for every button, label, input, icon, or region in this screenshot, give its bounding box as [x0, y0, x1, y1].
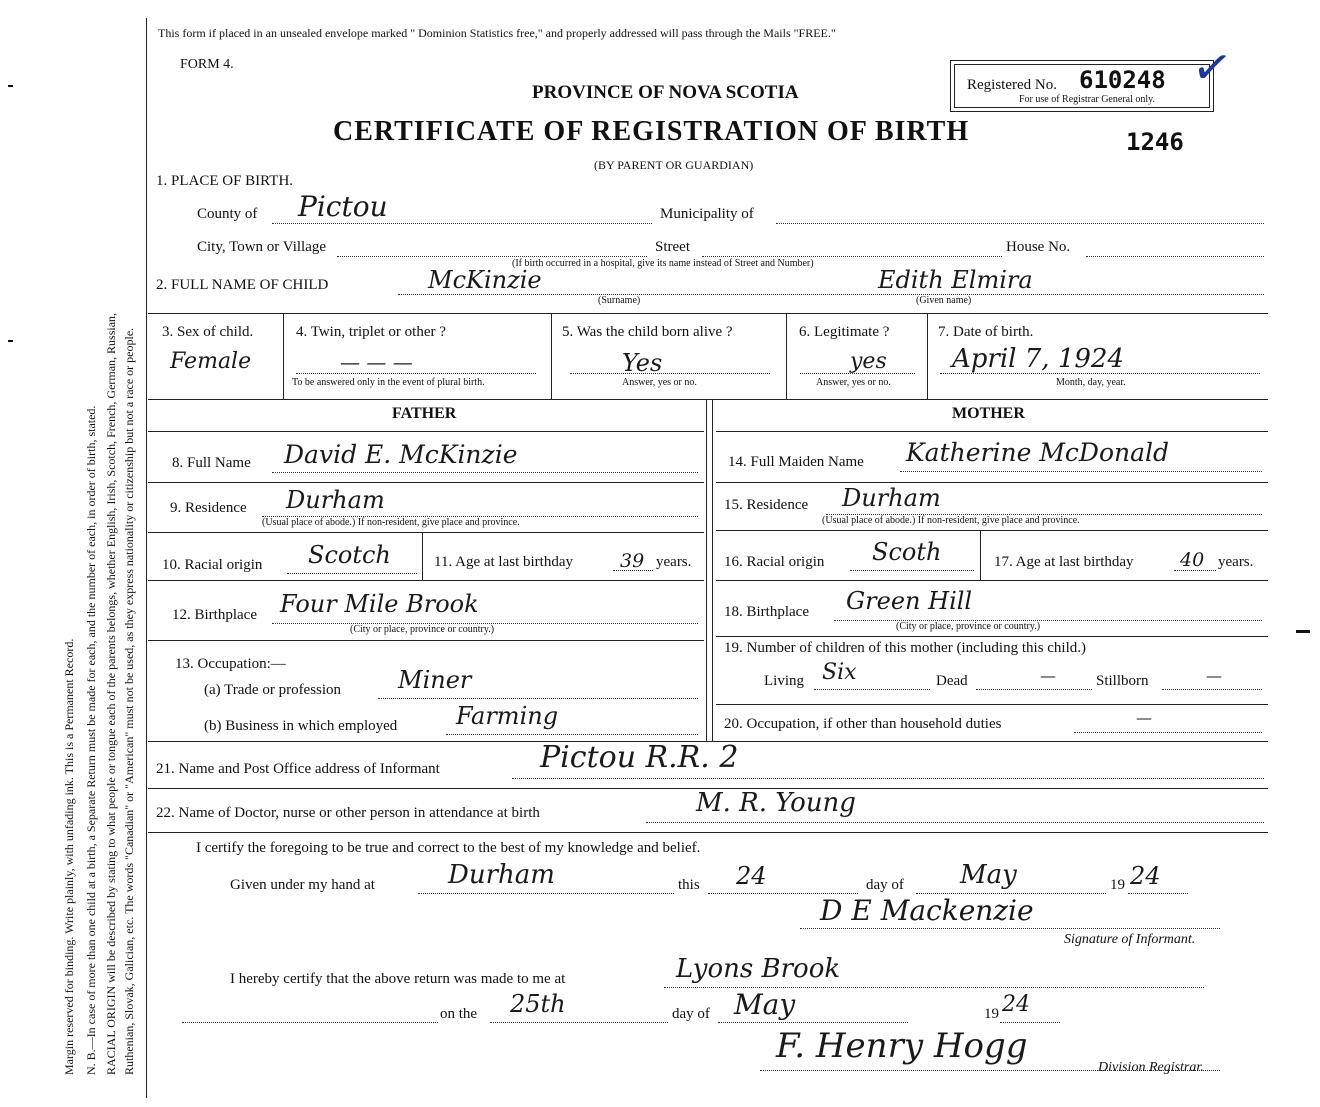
on-the-label: on the [440, 1006, 478, 1022]
given-place: Durham [448, 860, 555, 890]
legitimate-label: 6. Legitimate ? [799, 324, 890, 340]
given-name-caption: (Given name) [916, 295, 972, 306]
dayof-label: day of [866, 877, 904, 893]
mother-residence-note: (Usual place of abode.) If non-resident, give place and province. [822, 515, 1080, 526]
children-label: 19. Number of children of this mother (including this child.) [724, 640, 1087, 656]
form-number: FORM 4. [180, 57, 234, 72]
given-under-label: Given under my hand at [230, 877, 375, 893]
mother-birthplace-label: 18. Birthplace [724, 604, 809, 620]
registrar-dayof-label: day of [672, 1006, 710, 1022]
father-business: Farming [456, 702, 559, 730]
binding-mark [8, 340, 13, 342]
child-given-name: Edith Elmira [878, 266, 1033, 294]
form-left-border [146, 18, 147, 1098]
county-value: Pictou [298, 190, 388, 223]
registration-box [950, 60, 1214, 112]
dead-value: — [1040, 666, 1056, 685]
mother-occupation: — [1136, 708, 1152, 727]
margin-text-2: N. B.—In case of more than one child at a birth, a Separate Return must be made for each, and the number of each, in order of birth, stated. [84, 405, 98, 1075]
certify-year: 24 [1130, 862, 1161, 890]
registrar-note: For use of Registrar General only. [1019, 94, 1155, 105]
father-birthplace-label: 12. Birthplace [172, 607, 257, 623]
mother-age: 40 [1180, 549, 1205, 571]
child-surname: McKinzie [428, 266, 542, 294]
father-residence-label: 9. Residence [170, 500, 247, 516]
dead-label: Dead [936, 673, 968, 689]
father-residence: Durham [286, 486, 385, 514]
registrar-signature: F. Henry Hogg [776, 1026, 1028, 1066]
registrar-caption: Division Registrar. [1098, 1060, 1204, 1075]
province-heading: PROVINCE OF NOVA SCOTIA [532, 82, 799, 103]
this-label: this [678, 877, 700, 893]
informant-value: Pictou R.R. 2 [540, 740, 739, 775]
registrar-place: Lyons Brook [676, 954, 841, 984]
county-label: County of [197, 206, 258, 222]
mother-residence: Durham [842, 484, 941, 512]
mail-notice: This form if placed in an unsealed envelope marked " Dominion Statistics free," and properly addressed will pass through the Mails "FREE." [158, 26, 836, 40]
mother-name-label: 14. Full Maiden Name [728, 454, 864, 470]
twin-label: 4. Twin, triplet or other ? [296, 324, 446, 340]
check-mark-icon: ✓ [1188, 37, 1236, 99]
registered-label: Registered No. [967, 77, 1057, 93]
dob-note: Month, day, year. [1056, 377, 1126, 388]
street-label: Street [655, 239, 690, 255]
binding-mark [8, 85, 13, 87]
stamp-number: 1246 [1126, 128, 1184, 156]
registrar-line: I hereby certify that the above return was made to me at [230, 971, 566, 987]
father-heading: FATHER [392, 405, 457, 422]
alive-value: Yes [622, 349, 663, 377]
certificate-title: CERTIFICATE OF REGISTRATION OF BIRTH [333, 116, 970, 147]
mother-race-label: 16. Racial origin [724, 554, 825, 570]
mother-residence-label: 15. Residence [724, 497, 809, 513]
sex-label: 3. Sex of child. [162, 324, 254, 340]
doctor-value: M. R. Young [696, 788, 856, 818]
occupation-label: 13. Occupation:— [175, 656, 286, 672]
father-trade: Miner [398, 666, 472, 694]
father-residence-note: (Usual place of abode.) If non-resident, give place and province. [262, 517, 520, 528]
father-name: David E. McKinzie [284, 440, 518, 469]
stillborn-label: Stillborn [1096, 673, 1149, 689]
binding-mark [1296, 630, 1310, 633]
certificate-subtitle: (BY PARENT OR GUARDIAN) [594, 158, 754, 172]
living-label: Living [764, 673, 804, 689]
trade-label: (a) Trade or profession [204, 682, 342, 698]
registrar-year: 24 [1002, 992, 1030, 1017]
father-age-label: 11. Age at last birthday [434, 554, 573, 570]
certify-line: I certify the foregoing to be true and correct to the best of my knowledge and belief. [196, 840, 701, 856]
certify-year-prefix: 19 [1110, 877, 1125, 893]
business-label: (b) Business in which employed [204, 718, 398, 734]
certify-day: 24 [736, 862, 767, 890]
informant-signature-caption: Signature of Informant. [1064, 932, 1196, 947]
mother-race: Scoth [872, 538, 942, 566]
twin-note: To be answered only in the event of plural birth. [292, 377, 485, 388]
dob-value: April 7, 1924 [952, 344, 1124, 374]
dob-label: 7. Date of birth. [938, 324, 1034, 340]
doctor-label: 22. Name of Doctor, nurse or other person in attendance at birth [156, 805, 540, 821]
twin-value: — — — [340, 350, 413, 374]
informant-signature: D E Mackenzie [820, 894, 1034, 927]
registrar-month: May [734, 988, 796, 1021]
city-label: City, Town or Village [197, 239, 327, 255]
house-label: House No. [1006, 239, 1071, 255]
registered-number: 610248 [1079, 66, 1166, 94]
alive-label: 5. Was the child born alive ? [562, 324, 733, 340]
stillborn-value: — [1206, 666, 1222, 685]
mother-years: years. [1218, 554, 1254, 570]
mother-birthplace: Green Hill [846, 587, 973, 615]
margin-text-1: Margin reserved for binding. Write plainly, with unfading ink. This is a Permanent Record. [62, 638, 76, 1075]
father-name-label: 8. Full Name [172, 455, 251, 471]
surname-caption: (Surname) [598, 295, 641, 306]
mother-name: Katherine McDonald [906, 438, 1170, 467]
municipality-label: Municipality of [660, 206, 754, 222]
living-value: Six [822, 660, 857, 685]
margin-text-4: Ruthenian, Slovak, Galician, etc. The words "Canadian" or "American" must not be used, as they express nationality or citizenship but not a race or people. [122, 327, 136, 1075]
mother-age-label: 17. Age at last birthday [994, 554, 1134, 570]
informant-label: 21. Name and Post Office address of Informant [156, 761, 440, 777]
father-birthplace-note: (City or place, province or country.) [350, 624, 495, 635]
mother-occupation-label: 20. Occupation, if other than household duties [724, 716, 1002, 732]
father-race-label: 10. Racial origin [162, 557, 263, 573]
alive-note: Answer, yes or no. [622, 377, 697, 388]
registrar-year-prefix: 19 [984, 1006, 999, 1022]
father-age: 39 [620, 550, 645, 572]
father-race: Scotch [308, 541, 391, 569]
father-years: years. [656, 554, 692, 570]
legitimate-value: yes [850, 349, 887, 374]
certify-month: May [960, 860, 1017, 890]
father-birthplace: Four Mile Brook [280, 590, 479, 618]
hospital-note: (If birth occurred in a hospital, give its name instead of Street and Number) [512, 258, 814, 269]
sex-value: Female [170, 349, 252, 374]
mother-birthplace-note: (City or place, province or country.) [896, 621, 1041, 632]
place-of-birth-label: 1. PLACE OF BIRTH. [156, 173, 294, 189]
child-name-label: 2. FULL NAME OF CHILD [156, 277, 329, 293]
legitimate-note: Answer, yes or no. [816, 377, 891, 388]
mother-heading: MOTHER [952, 405, 1025, 422]
registrar-day: 25th [510, 990, 566, 1018]
margin-text-3: RACIAL ORIGIN will be described by stating to what people or tongue each of the parents belongs, whether English, Irish, Scotch, French, German, Russian, [104, 312, 118, 1075]
